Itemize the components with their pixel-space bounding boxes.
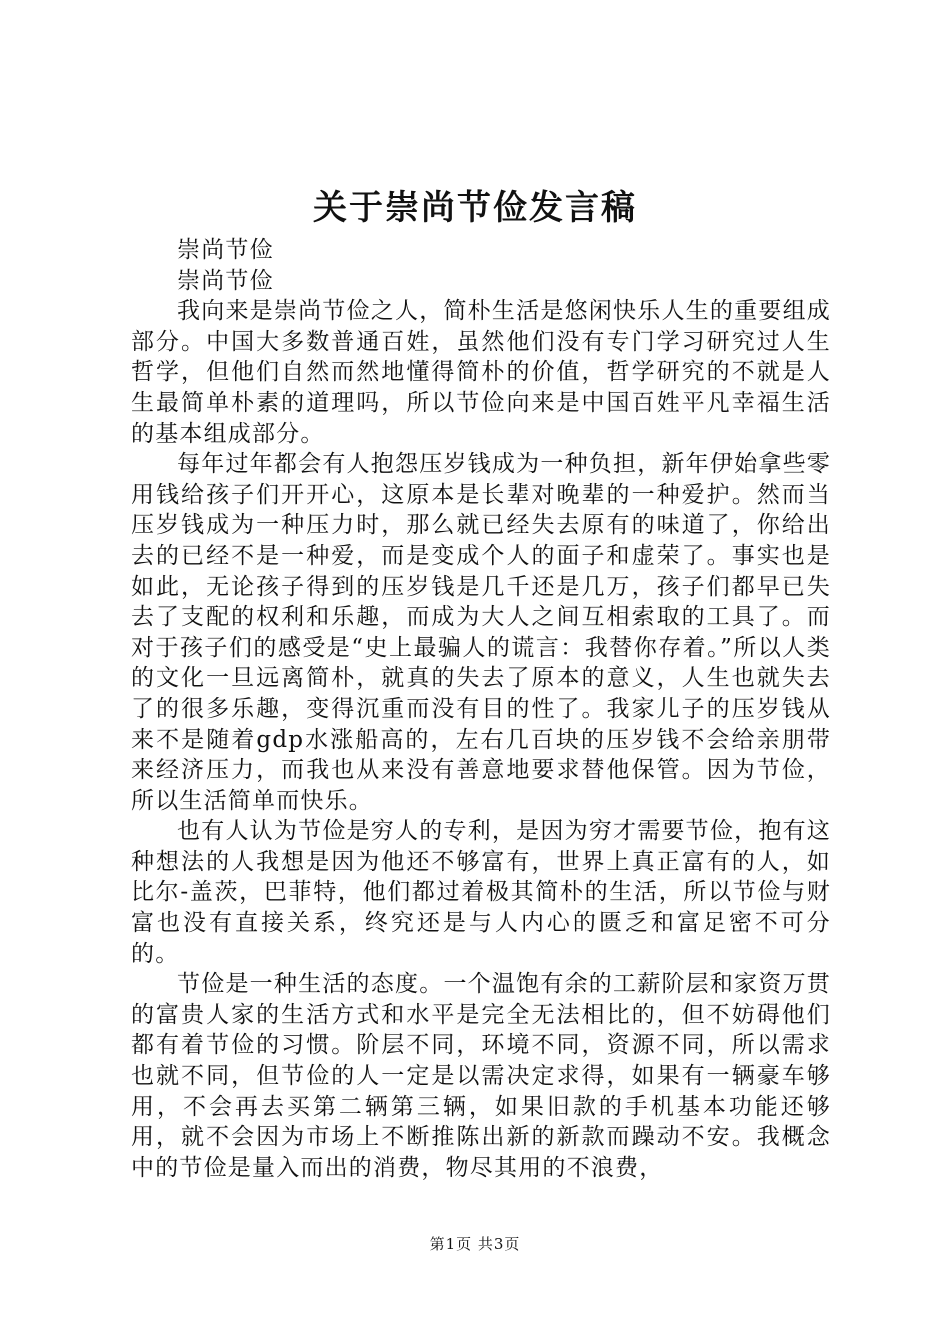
document-title: 关于崇尚节俭发言稿 xyxy=(313,188,637,228)
page-footer: 第1页 共3页 xyxy=(429,1235,521,1253)
document-body xyxy=(131,235,831,1183)
paragraph-3: 我向来是崇尚节俭之人，简朴生活是悠闲快乐人生的重要组成部分。中国大多数普通百姓，虽然他们没有专门学习研究过人生哲学，但他们自然而然地懂得简朴的价值，哲学研究的不就是人生最简单朴素的道理吗，所以节俭向来是中国百姓平凡幸福生活的基本组成部分。 xyxy=(131,298,831,447)
paragraph-2: 崇尚节俭 xyxy=(177,267,274,294)
paragraph-1: 崇尚节俭 xyxy=(177,237,274,263)
paragraph-5: 也有人认为节俭是穷人的专利，是因为穷才需要节俭，抱有这种想法的人我想是因为他还不够富有，世界上真正富有的人，如比尔-盖茨，巴菲特，他们都过着极其简朴的生活，所以节俭与财富也没有直接关系，终究还是与人内心的匮乏和富足密不可分的。 xyxy=(131,818,831,967)
paragraph-4: 每年过年都会有人抱怨压岁钱成为一种负担，新年伊始拿些零用钱给孩子们开开心，这原本是长辈对晚辈的一种爱护。然而当压岁钱成为一种压力时，那么就已经失去原有的味道了，你给出去的已经不是一种爱，而是变成个人的面子和虚荣了。事实也是如此，无论孩子得到的压岁钱是几千还是几万，孩子们都早已失去了支配的权利和乐趣，而成为大人之间互相索取的工具了。而对于孩子们的感受是“史上最骗人的谎言：我替你存着。”所以人类的文化一旦远离简朴，就真的失去了原本的意义，人生也就失去了的很多乐趣，变得沉重而没有目的性了。我家儿子的压岁钱从来不是随着gdp水涨船高的，左右几百块的压岁钱不会给亲朋带来经济压力，而我也从来没有善意地要求替他保管。因为节俭，所以生活简单而快乐。 xyxy=(131,451,831,814)
paragraph-6: 节俭是一种生活的态度。一个温饱有余的工薪阶层和家资万贯的富贵人家的生活方式和水平是完全无法相比的，但不妨碍他们都有着节俭的习惯。阶层不同，环境不同，资源不同，所以需求也就不同，但节俭的人一定是以需决定求得，如果有一辆豪车够用，不会再去买第二辆第三辆，如果旧款的手机基本功能还够用，就不会因为市场上不断推陈出新的新款而躁动不安。我概念中的节俭是量入而出的消费，物尽其用的不浪费， xyxy=(131,971,831,1181)
